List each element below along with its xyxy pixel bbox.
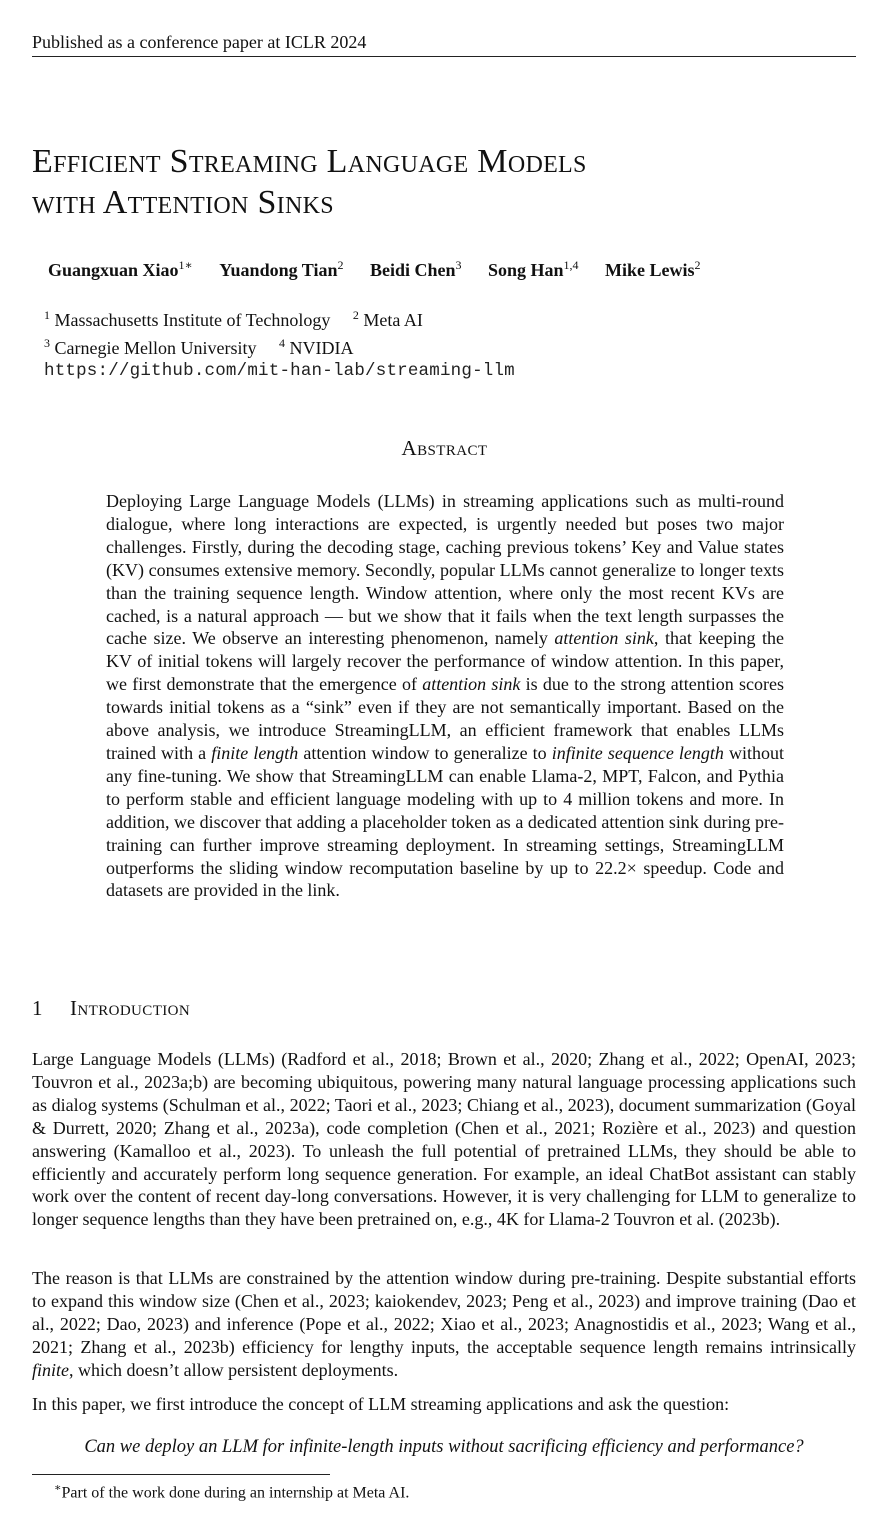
paper-title xyxy=(32,141,856,223)
affiliation-mit: Massachusetts Institute of Technology xyxy=(54,310,331,330)
affiliation-meta: Meta AI xyxy=(363,310,423,330)
running-header: Published as a conference paper at ICLR 2024 xyxy=(32,32,856,57)
code-repo-link[interactable]: https://github.com/mit-han-lab/streaming-llm xyxy=(44,361,515,381)
intro-paragraph-1: Large Language Models (LLMs) (Radford et al., 2018; Brown et al., 2020; Zhang et al., 2022; OpenAI, 2023; Touvron et al., 2023a;b) are becoming ubiquitous, powering many natural language processing applications such as dialog systems (Schulman et al., 2022; Taori et al., 2023; Chiang et al., 2023), document summarization (Goyal & Durrett, 2020; Zhang et al., 2023a), code completion (Chen et al., 2021; Rozière et al., 2023) and question answering (Kamalloo et al., 2023). To unleash the full potential of pretrained LLMs, they should be able to efficiently and accurately perform long sequence generation. For example, an ideal ChatBot assistant can stably work over the content of recent day-long conversations. However, it is very challenging for LLM to generalize to longer sequence lengths than they have been pretrained on, e.g., 4K for Llama-2 Touvron et al. (2023b). xyxy=(32,1049,856,1230)
abstract-body: Deploying Large Language Models (LLMs) in streaming applications such as multi-round dialogue, where long interactions are expected, is urgently needed but poses two major challenges. Firstly, during the decoding stage, caching previous tokens’ Key and Value states (KV) consumes extensive memory. Secondly, popular LLMs cannot generalize to longer texts than the training sequence length. Window attention, where only the most recent KVs are cached, is a natural approach — but we show that it fails when the text length surpasses the cache size. We observe an interesting phenomenon, namely attention sink, that keeping the KV of initial tokens will largely recover the performance of window attention. In this paper, we first demonstrate that the emergence of attention sink is due to the strong attention scores towards initial tokens as a “sink” even if they are not semantically important. Based on the above analysis, we introduce StreamingLLM, an efficient framework that enables LLMs trained with a finite length attention window to generalize to infinite sequence length without any fine-tuning. We show that StreamingLLM can enable Llama-2, MPT, Falcon, and Pythia to perform stable and efficient language modeling with up to 4 million tokens and more. In addition, we discover that adding a placeholder token as a dedicated attention sink during pre-training can further improve streaming deployment. In streaming settings, StreamingLLM outperforms the sliding window recomputation baseline by up to 22.2× speedup. Code and datasets are provided in the link. xyxy=(106,491,785,901)
affiliation-line-2: $^3$ Carnegie Mellon University $^4$ NVIDIA xyxy=(44,336,354,358)
author: Beidi Chen$^3$ xyxy=(369,258,462,280)
author: Song Han$^{1,4}$ xyxy=(488,258,579,280)
intro-paragraph-2: The reason is that LLMs are constrained by the attention window during pre-training. Despite substantial efforts to expand this window size (Chen et al., 2023; kaiokendev, 2023; Peng et al., 2023) and improve training (Dao et al., 2022; Dao, 2023) and inference (Pope et al., 2022; Xiao et al., 2023; Anagnostidis et al., 2023; Wang et al., 2021; Zhang et al., 2023b) efficiency for lengthy inputs, the acceptable sequence length remains intrinsically finite, which doesn’t allow persistent deployments. xyxy=(32,1268,856,1380)
abstract-heading: Abstract xyxy=(401,436,488,460)
affiliation-nvidia: NVIDIA xyxy=(289,338,354,358)
section-title: Introduction xyxy=(70,996,191,1020)
author: Guangxuan Xiao$^{1∗}$ xyxy=(48,258,193,280)
footnote: ∗Part of the work done during an internship at Meta AI. xyxy=(54,1482,410,1502)
footnote-divider xyxy=(32,1474,330,1475)
title-line-2: with Attention Sinks xyxy=(32,184,334,221)
affiliation-line-1: $^1$ Massachusetts Institute of Technology $^2$ Meta AI xyxy=(44,308,423,330)
section-number: 1 xyxy=(32,996,43,1020)
affiliations xyxy=(44,304,744,383)
intro-paragraph-3: In this paper, we first introduce the concept of LLM streaming applications and ask the question: xyxy=(32,1394,730,1414)
section-heading-introduction xyxy=(32,996,190,1021)
research-question: Can we deploy an LLM for infinite-length inputs without sacrificing efficiency and performance? xyxy=(84,1437,804,1457)
author: Mike Lewis$^2$ xyxy=(605,258,701,280)
author-list xyxy=(48,258,848,281)
affiliation-cmu: Carnegie Mellon University xyxy=(54,338,257,358)
author: Yuandong Tian$^2$ xyxy=(219,258,344,280)
title-line-1: Efficient Streaming Language Models xyxy=(32,143,587,180)
